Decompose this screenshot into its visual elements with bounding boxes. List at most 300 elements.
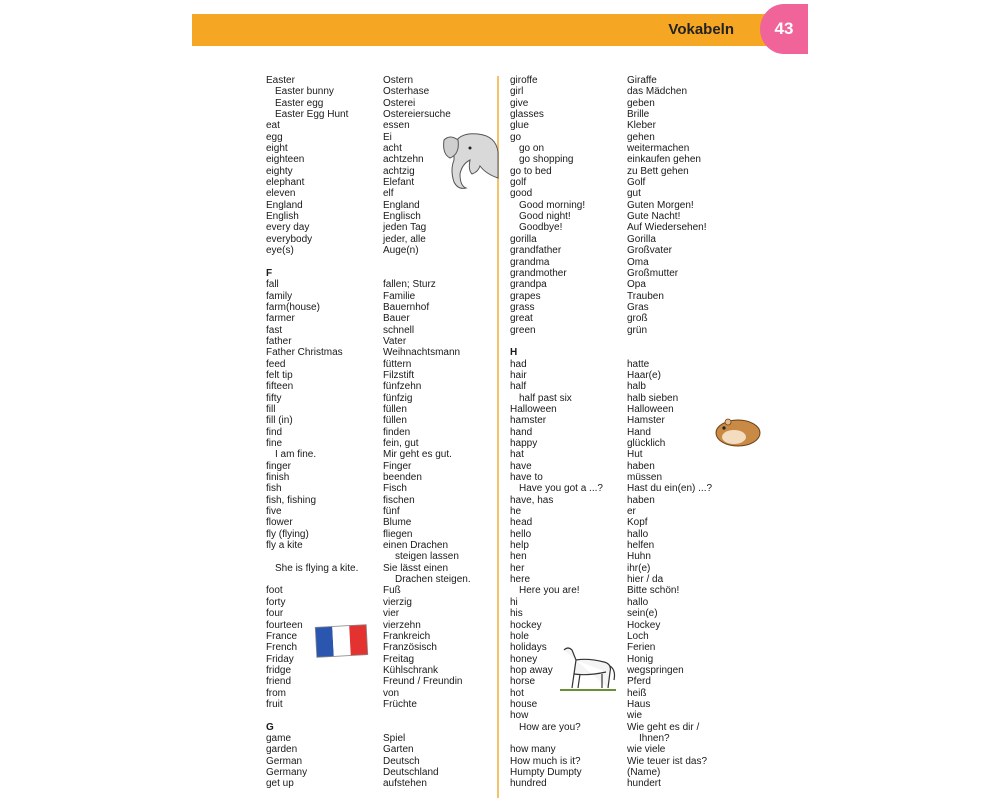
english-term: Good night! [519, 211, 571, 223]
german-translation: das Mädchen [627, 86, 688, 98]
vocab-row [510, 381, 750, 392]
vocab-row [510, 245, 750, 256]
german-translation: Finger [383, 460, 412, 472]
german-translation: Bauernhof [383, 301, 430, 313]
german-translation: hallo [627, 596, 649, 608]
german-translation: fein, gut [383, 438, 419, 449]
german-translation: Oma [627, 256, 649, 268]
english-term: hundred [510, 778, 547, 790]
english-term: friend [266, 676, 292, 688]
vocab-row [266, 438, 496, 449]
german-translation: füttern [383, 358, 412, 370]
horse-illustration [558, 644, 618, 694]
english-term: four [266, 608, 284, 620]
vocab-row [266, 699, 496, 710]
french-flag-illustration [314, 622, 370, 660]
german-translation: fünfzehn [383, 381, 422, 393]
vocab-row [510, 393, 750, 404]
english-term: Germany [266, 766, 308, 778]
german-translation: Garten [383, 744, 414, 756]
section-letter-label: G [266, 721, 274, 733]
english-term: giroffe [510, 75, 538, 86]
english-term: hamster [510, 415, 547, 427]
german-translation: Bitte schön! [627, 585, 680, 597]
german-translation: Opa [627, 279, 646, 291]
vocab-row [266, 529, 496, 540]
english-term: gorilla [510, 233, 537, 245]
german-translation: Loch [627, 630, 649, 642]
english-term: hair [510, 369, 527, 381]
elephant-illustration [440, 130, 500, 192]
english-term: good [510, 188, 533, 200]
vocab-row [510, 654, 750, 665]
german-translation: Gute Nacht! [627, 211, 681, 223]
vocab-row [266, 370, 496, 381]
german-translation: Hamster [627, 415, 665, 427]
vocab-row [510, 211, 750, 222]
german-translation: Haus [627, 698, 651, 710]
vocab-row [266, 756, 496, 767]
vocab-row [266, 551, 496, 562]
vocab-row [266, 245, 496, 256]
german-translation: Französisch [383, 642, 437, 654]
vocab-row [266, 109, 496, 120]
english-term: finish [266, 472, 290, 484]
german-translation: Wie geht es dir / [627, 721, 700, 733]
german-translation: Großmutter [627, 267, 679, 279]
vocab-row [510, 200, 750, 211]
vocab-row [266, 778, 496, 789]
german-translation: zu Bett gehen [627, 165, 689, 177]
english-term: German [266, 755, 303, 767]
vocab-row [266, 517, 496, 528]
german-translation: Kühlschrank [383, 664, 439, 676]
german-translation: vierzig [383, 596, 412, 608]
german-translation: Kleber [627, 120, 656, 132]
english-term: hop away [510, 664, 553, 676]
english-term: help [510, 540, 529, 552]
german-translation: Giraffe [627, 75, 657, 86]
vocab-row [510, 517, 750, 528]
header-banner [192, 14, 792, 46]
vocab-row [266, 279, 496, 290]
english-term: hello [510, 528, 532, 540]
english-term: How are you? [519, 721, 581, 733]
german-translation: Brille [627, 109, 650, 121]
vocab-row [266, 313, 496, 324]
vocab-row [266, 359, 496, 370]
vocab-row [510, 597, 750, 608]
vocab-row [266, 688, 496, 699]
german-translation: halb sieben [627, 392, 679, 404]
english-term: hi [510, 596, 518, 608]
page-number-badge [760, 4, 808, 54]
english-term: have, has [510, 494, 554, 506]
vocab-row [510, 472, 750, 483]
english-term: farm(house) [266, 301, 320, 313]
english-term: glue [510, 120, 529, 132]
german-translation: füllen [383, 403, 407, 415]
english-term: farmer [266, 313, 295, 325]
german-translation: steigen lassen [395, 551, 459, 563]
english-term: he [510, 506, 522, 518]
english-term: half [510, 381, 527, 393]
english-term: family [266, 290, 293, 302]
vocab-row [266, 325, 496, 336]
english-term: grandmother [510, 267, 567, 279]
english-term: fridge [266, 664, 292, 676]
english-term: grandfather [510, 245, 562, 257]
english-term: French [266, 642, 298, 654]
english-term: grass [510, 301, 535, 313]
vocab-row [510, 461, 750, 472]
german-translation: einkaufen gehen [627, 154, 701, 166]
english-term: had [510, 358, 527, 370]
vocab-row [510, 744, 750, 755]
english-term: fly a kite [266, 540, 303, 552]
english-term: Humpty Dumpty [510, 766, 582, 778]
german-translation: hundert [627, 778, 661, 790]
vocab-row [510, 143, 750, 154]
vocab-row [510, 313, 750, 324]
vocab-row [510, 722, 750, 733]
vocab-row [266, 506, 496, 517]
german-translation: Fisch [383, 483, 407, 495]
section-letter [510, 347, 750, 358]
vocab-row [266, 461, 496, 472]
german-translation: Drachen steigen. [395, 574, 471, 586]
english-term: eat [266, 120, 280, 132]
section-letter-label: F [266, 267, 273, 279]
german-translation: Ihnen? [639, 732, 670, 744]
english-term: Halloween [510, 403, 557, 415]
english-term: She is flying a kite. [275, 562, 359, 574]
english-term: grandpa [510, 279, 547, 291]
english-term: have to [510, 472, 543, 484]
vocab-row [266, 642, 496, 653]
german-translation: grün [627, 324, 648, 336]
english-term: his [510, 608, 523, 620]
german-translation: Ferien [627, 642, 656, 654]
english-term: eighteen [266, 154, 305, 166]
german-translation: weitermachen [627, 143, 690, 155]
vocab-row [510, 449, 750, 460]
vocab-row [510, 177, 750, 188]
vocab-row [266, 381, 496, 392]
english-term: fall [266, 279, 279, 291]
vocab-row [266, 631, 496, 642]
vocab-row [266, 608, 496, 619]
german-translation: helfen [627, 540, 655, 552]
vocab-row [510, 109, 750, 120]
english-term: garden [266, 744, 298, 756]
english-term: go [510, 131, 522, 143]
english-term: Here you are! [519, 585, 580, 597]
vocab-row [510, 563, 750, 574]
english-term: five [266, 506, 282, 518]
vocab-row [266, 86, 496, 97]
english-term: England [266, 199, 303, 211]
vocab-row [510, 325, 750, 336]
english-term: girl [510, 86, 524, 98]
german-translation: Gorilla [627, 233, 656, 245]
english-term: hot [510, 687, 524, 699]
german-translation: elf [383, 188, 394, 200]
vocab-row [510, 86, 750, 97]
german-translation: fallen; Sturz [383, 279, 436, 291]
english-term: eighty [266, 165, 293, 177]
vocab-row [266, 563, 496, 574]
vocab-row [266, 483, 496, 494]
vocab-row [266, 404, 496, 415]
german-translation: Freund / Freundin [383, 676, 463, 688]
english-term: hole [510, 630, 529, 642]
english-term: I am fine. [275, 449, 317, 461]
english-term: eleven [266, 188, 296, 200]
german-translation: einen Drachen [383, 540, 449, 552]
german-translation: wie [627, 710, 643, 722]
english-term: glasses [510, 109, 544, 121]
german-translation: Filzstift [383, 369, 415, 381]
vocab-row [510, 778, 750, 789]
german-translation: Weihnachtsmann [383, 347, 461, 359]
german-translation: fliegen [383, 528, 413, 540]
german-translation: Auge(n) [383, 245, 419, 257]
vocab-row [266, 200, 496, 211]
english-term: fruit [266, 698, 283, 710]
german-translation: gehen [627, 131, 655, 143]
vocab-row [510, 767, 750, 778]
vocab-row [266, 654, 496, 665]
german-translation: heiß [627, 687, 647, 699]
german-translation: müssen [627, 472, 663, 484]
german-translation: schnell [383, 324, 415, 336]
german-translation: Vater [383, 335, 407, 347]
german-translation: Bauer [383, 313, 410, 325]
english-term: half past six [519, 392, 572, 404]
german-translation: (Name) [627, 766, 661, 778]
german-translation: fünf [383, 506, 400, 518]
vocab-row [510, 188, 750, 199]
hamster-illustration [714, 416, 762, 448]
german-translation: gut [627, 188, 641, 200]
german-translation: glücklich [627, 438, 666, 449]
english-term: hockey [510, 619, 542, 631]
page-title: Vokabeln [668, 21, 734, 38]
english-term: great [510, 313, 533, 325]
vocab-row [510, 540, 750, 551]
vocab-row [510, 642, 750, 653]
vocab-row [510, 370, 750, 381]
english-term: every day [266, 222, 310, 234]
english-term: Father Christmas [266, 347, 343, 359]
english-term: grandma [510, 256, 550, 268]
english-term: Goodbye! [519, 222, 563, 234]
english-term: golf [510, 177, 527, 189]
german-translation: Haar(e) [627, 369, 661, 381]
vocab-row [510, 688, 750, 699]
vocab-row [266, 585, 496, 596]
english-term: go on [519, 143, 545, 155]
vocab-row [266, 733, 496, 744]
vocab-row [510, 551, 750, 562]
german-translation: Kopf [627, 517, 648, 529]
vocab-row [510, 756, 750, 767]
german-translation: aufstehen [383, 778, 427, 790]
english-term: Easter bunny [275, 86, 334, 98]
vocab-row [266, 415, 496, 426]
vocab-row [510, 279, 750, 290]
german-translation: Ostereiersuche [383, 109, 451, 121]
vocab-row [266, 291, 496, 302]
english-term: fill (in) [266, 415, 293, 427]
german-translation: Hand [627, 426, 651, 438]
vocab-row [266, 347, 496, 358]
german-translation: Familie [383, 290, 416, 302]
vocab-row [266, 620, 496, 631]
german-translation: wegspringen [627, 664, 684, 676]
english-term: here [510, 574, 531, 586]
english-term: horse [510, 676, 536, 688]
vocab-row [510, 291, 750, 302]
german-translation: Auf Wiedersehen! [627, 222, 707, 234]
english-term: feed [266, 358, 286, 370]
german-translation: jeder, alle [383, 233, 426, 245]
german-translation: Pferd [627, 676, 651, 688]
english-term: hand [510, 426, 533, 438]
english-term: head [510, 517, 533, 529]
vocab-row [510, 699, 750, 710]
german-translation: haben [627, 494, 655, 506]
german-translation: England [383, 199, 420, 211]
english-term: give [510, 97, 529, 109]
german-translation: Deutschland [383, 766, 439, 778]
english-term: how many [510, 744, 556, 756]
german-translation: Blume [383, 517, 412, 529]
vocab-row [266, 767, 496, 778]
vocab-row [510, 733, 750, 744]
german-translation: Mir geht es gut. [383, 449, 452, 461]
german-translation: vierzehn [383, 619, 421, 631]
vocab-row [510, 620, 750, 631]
german-translation: achtzehn [383, 154, 424, 166]
german-translation: Früchte [383, 698, 417, 710]
german-translation: halb [627, 381, 646, 393]
english-term: fifteen [266, 381, 294, 393]
vocab-row [266, 495, 496, 506]
german-translation: Honig [627, 653, 654, 665]
vocab-row [266, 222, 496, 233]
german-translation: Elefant [383, 177, 415, 189]
vocab-row [510, 359, 750, 370]
german-translation: Ei [383, 131, 392, 143]
english-term: fourteen [266, 619, 303, 631]
vocab-row [266, 302, 496, 313]
vocab-row [510, 336, 750, 347]
vocab-row [510, 75, 750, 86]
vocab-row [510, 574, 750, 585]
english-term: Easter Egg Hunt [275, 109, 349, 121]
vocab-row [266, 336, 496, 347]
english-term: grapes [510, 290, 541, 302]
german-translation: er [627, 506, 636, 518]
vocab-row [510, 234, 750, 245]
english-term: fill [266, 403, 276, 415]
section-letter [266, 722, 496, 733]
english-term: finger [266, 460, 292, 472]
german-translation: geben [627, 97, 655, 109]
english-term: Friday [266, 653, 294, 665]
vocab-row [266, 597, 496, 608]
german-translation: finden [383, 426, 411, 438]
section-letter-label: H [510, 347, 518, 359]
german-translation: ihr(e) [627, 562, 651, 574]
english-term: France [266, 630, 298, 642]
german-translation: acht [383, 143, 402, 155]
vocab-row [510, 665, 750, 676]
vocab-row [266, 234, 496, 245]
english-term: get up [266, 778, 294, 790]
english-term: how [510, 710, 529, 722]
english-term: elephant [266, 177, 305, 189]
vocab-row [510, 483, 750, 494]
english-term: green [510, 324, 536, 336]
german-translation: Ostern [383, 75, 414, 86]
vocab-row [266, 540, 496, 551]
vocab-row [510, 529, 750, 540]
english-term: fish [266, 483, 282, 495]
vocab-row [266, 257, 496, 268]
section-letter [266, 268, 496, 279]
german-translation: hatte [627, 358, 650, 370]
vocab-row [510, 132, 750, 143]
english-term: Have you got a ...? [519, 483, 603, 495]
english-term: hat [510, 449, 524, 461]
vocab-row [266, 710, 496, 721]
english-term: Easter [266, 75, 295, 86]
german-translation: Englisch [383, 211, 421, 223]
vocab-row [510, 302, 750, 313]
english-term: How much is it? [510, 755, 581, 767]
german-translation: Halloween [627, 403, 674, 415]
english-term: honey [510, 653, 538, 665]
vocab-row [266, 665, 496, 676]
english-term: forty [266, 596, 286, 608]
english-term: from [266, 687, 286, 699]
german-translation: Wie teuer ist das? [627, 755, 708, 767]
german-translation: Sie lässt einen [383, 562, 449, 574]
english-term: felt tip [266, 369, 293, 381]
german-translation: fischen [383, 494, 415, 506]
vocab-row [266, 676, 496, 687]
german-translation: Osterei [383, 97, 416, 109]
german-translation: hallo [627, 528, 649, 540]
german-translation: Deutsch [383, 755, 420, 767]
german-translation: von [383, 687, 400, 699]
vocab-row [266, 574, 496, 585]
german-translation: essen [383, 120, 410, 132]
german-translation: Hast du ein(en) ...? [627, 483, 713, 495]
vocab-row [510, 98, 750, 109]
german-translation: wie viele [627, 744, 666, 756]
german-translation: fünfzig [383, 392, 413, 404]
vocab-row [510, 120, 750, 131]
english-term: Good morning! [519, 199, 586, 211]
german-translation: Huhn [627, 551, 651, 563]
vocab-row [510, 585, 750, 596]
german-translation: vier [383, 608, 400, 620]
german-translation: Osterhase [383, 86, 430, 98]
